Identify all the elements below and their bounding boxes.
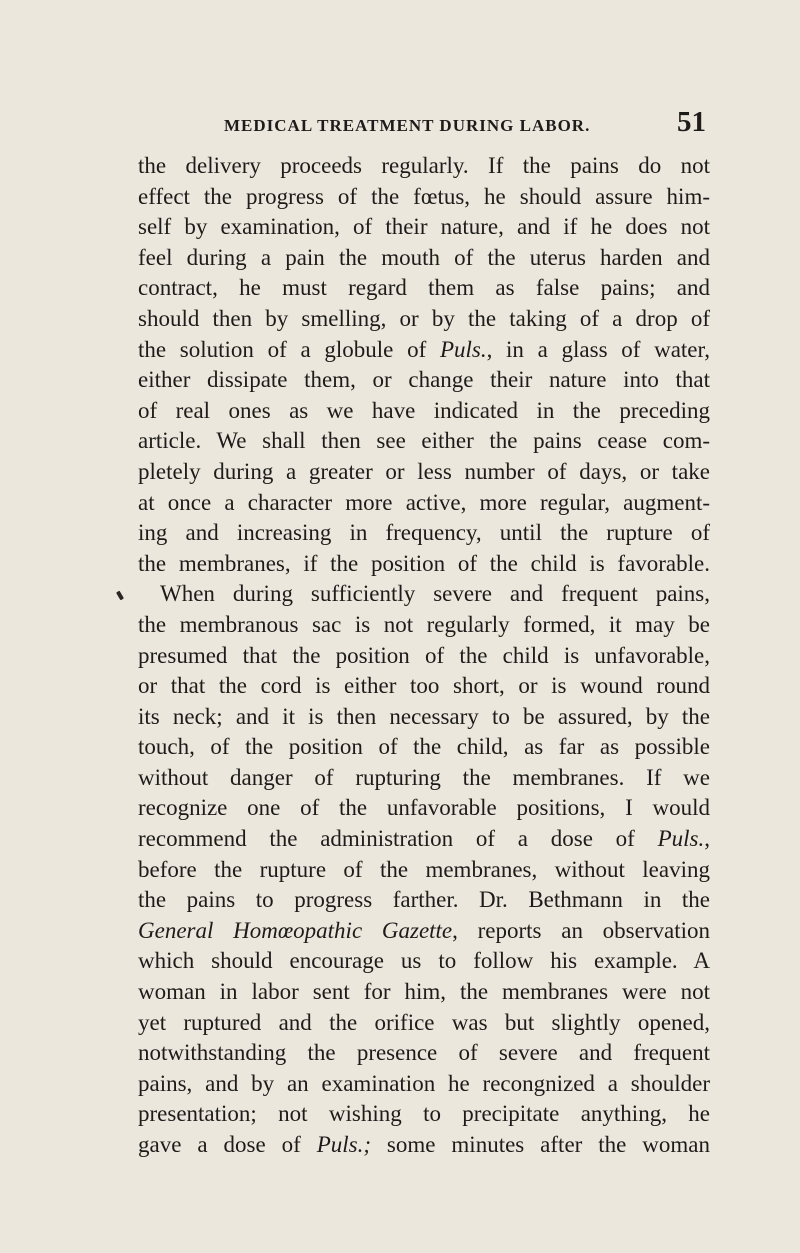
text-line — [138, 243, 710, 274]
text-line — [138, 763, 710, 794]
text-line — [138, 946, 710, 977]
text-line — [138, 610, 710, 641]
text-span: self by examination, of their nature, and if he does not — [138, 214, 710, 240]
text-span: at once a character more active, more regular, augment- — [138, 489, 710, 515]
text-line — [138, 732, 710, 763]
text-line — [138, 885, 710, 916]
text-span: presentation; not wishing to precipitate anything, he — [138, 1101, 710, 1127]
text-span: pains, and by an examination he recongnized a shoulder — [138, 1070, 710, 1096]
text-span: ing and increasing in frequency, until the rupture of — [138, 520, 710, 546]
italic-text: Puls.; — [316, 1132, 371, 1157]
text-span: the membranes, if the position of the child is favorable. — [138, 550, 710, 576]
text-span: notwithstanding the presence of severe and frequent — [138, 1040, 710, 1066]
text-line — [138, 182, 710, 213]
text-line — [138, 702, 710, 733]
text-span: , in a glass of water, — [486, 336, 710, 362]
text-line — [138, 1099, 710, 1130]
text-span: , reports an observation — [452, 917, 710, 943]
text-line — [138, 1008, 710, 1039]
text-span: When during sufficiently severe and frequent pains, — [160, 581, 710, 607]
text-span: pletely during a greater or less number of days, or take — [138, 458, 710, 484]
text-span: which should encourage us to follow his example. A — [138, 948, 710, 974]
text-line — [138, 365, 710, 396]
text-span: some minutes after the woman — [371, 1132, 710, 1157]
text-span: touch, of the position of the child, as far as possible — [138, 734, 710, 760]
text-line — [138, 641, 710, 672]
text-span: its neck; and it is then necessary to be assured, by the — [138, 703, 710, 729]
text-span: the membranous sac is not regularly formed, it may be — [138, 611, 710, 637]
text-line — [138, 518, 710, 549]
text-line — [138, 273, 710, 304]
text-span: , — [704, 826, 710, 852]
text-span: feel during a pain the mouth of the uterus harden and — [138, 244, 710, 270]
text-line — [138, 916, 710, 947]
text-span: before the rupture of the membranes, without leaving — [138, 856, 710, 882]
text-line — [138, 549, 710, 580]
text-span: or that the cord is either too short, or is wound round — [138, 673, 710, 699]
text-line — [138, 151, 710, 182]
text-line — [138, 1038, 710, 1069]
text-line — [138, 793, 710, 824]
italic-text: Puls. — [657, 826, 705, 852]
text-line — [138, 824, 710, 855]
text-span: the delivery proceeds regularly. If the pains do not — [138, 153, 710, 178]
text-line — [138, 671, 710, 702]
text-line — [138, 1069, 710, 1100]
running-head: MEDICAL TREATMENT DURING LABOR. — [224, 116, 591, 135]
italic-text: General Homœopathic Gazette — [138, 917, 453, 943]
text-line — [138, 304, 710, 335]
text-line — [138, 579, 710, 610]
italic-text: Puls. — [439, 336, 487, 362]
text-line — [138, 457, 710, 488]
text-span: woman in labor sent for him, the membranes were not — [138, 979, 710, 1005]
page-header — [136, 106, 712, 140]
text-line — [138, 335, 710, 366]
text-span: yet ruptured and the orifice was but slightly opened, — [138, 1009, 710, 1035]
text-line — [138, 396, 710, 427]
text-line — [138, 426, 710, 457]
text-span: gave a dose of — [138, 1132, 317, 1157]
text-span: without danger of rupturing the membranes. If we — [138, 764, 710, 790]
text-span: the solution of a globule of — [138, 336, 440, 362]
text-span: presumed that the position of the child is unfavorable, — [138, 642, 710, 668]
body-text — [138, 151, 710, 1161]
text-span: the pains to progress farther. Dr. Bethmann in the — [138, 887, 710, 913]
margin-mark — [116, 591, 124, 601]
text-line — [138, 1130, 710, 1161]
text-line — [138, 977, 710, 1008]
text-span: recommend the administration of a dose of — [138, 826, 658, 852]
page-number: 51 — [677, 106, 706, 138]
text-span: article. We shall then see either the pains cease com- — [138, 428, 710, 454]
text-line — [138, 212, 710, 243]
text-span: effect the progress of the fœtus, he should assure him- — [138, 183, 710, 209]
text-line — [138, 488, 710, 519]
text-span: contract, he must regard them as false pains; and — [138, 275, 710, 301]
text-span: should then by smelling, or by the taking of a drop of — [138, 305, 710, 331]
text-span: recognize one of the unfavorable positions, I would — [138, 795, 710, 821]
text-span: of real ones as we have indicated in the preceding — [138, 397, 710, 423]
text-line — [138, 855, 710, 886]
text-span: either dissipate them, or change their nature into that — [138, 367, 710, 393]
